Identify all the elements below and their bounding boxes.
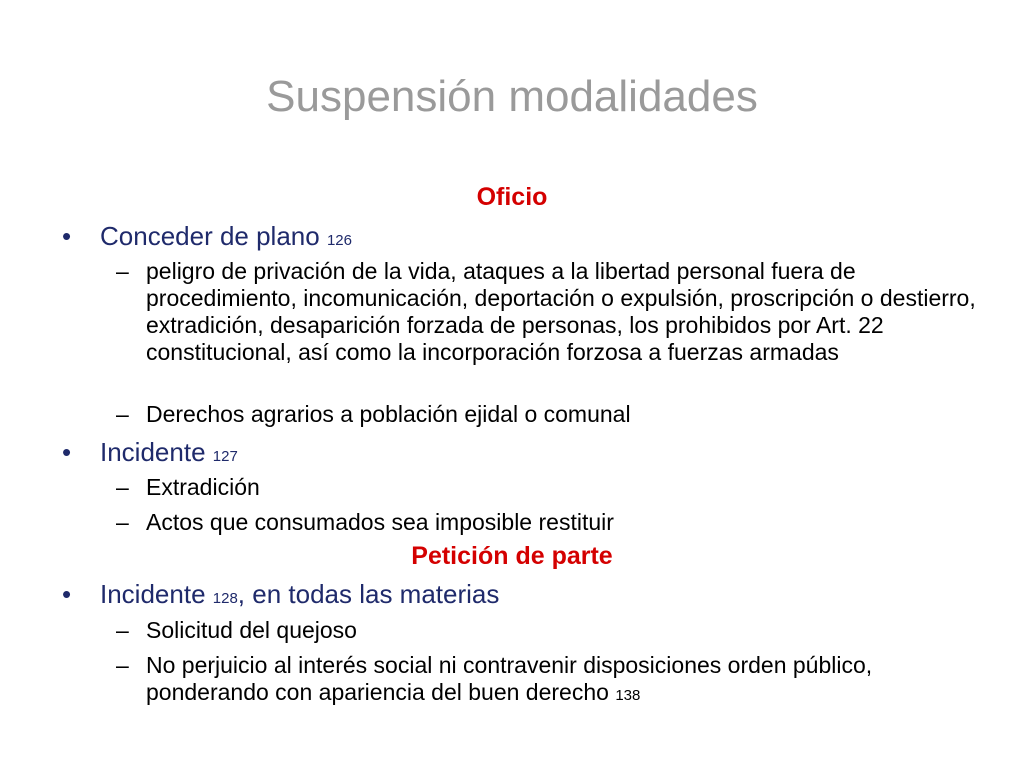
sub-text: Extradición bbox=[146, 474, 260, 500]
bullet-marker: • bbox=[62, 437, 72, 467]
bullet-text: Conceder de plano bbox=[100, 221, 320, 251]
slide-title: Suspensión modalidades bbox=[266, 72, 758, 121]
bullet-text: Incidente bbox=[100, 437, 206, 467]
dash-marker: – bbox=[116, 401, 129, 427]
bullet-marker: • bbox=[62, 221, 72, 251]
section-heading-peticion-de-parte: Petición de parte bbox=[411, 542, 613, 570]
dash-marker: – bbox=[116, 258, 129, 284]
bullet-marker: • bbox=[62, 579, 72, 609]
sub-item-no-perjuicio bbox=[116, 652, 996, 709]
article-ref: 126 bbox=[326, 232, 352, 249]
bullet-incidente-127 bbox=[62, 437, 1000, 472]
sub-text: Solicitud del quejoso bbox=[146, 617, 357, 643]
sub-text: Derechos agrarios a población ejidal o comunal bbox=[146, 401, 631, 427]
sub-text: Actos que consumados sea imposible restituir bbox=[146, 509, 614, 535]
sub-item-extradicion bbox=[116, 474, 996, 501]
bullet-conceder-de-plano bbox=[62, 221, 1000, 256]
sub-text: No perjuicio al interés social ni contravenir disposiciones orden público, ponderando con apariencia del buen derecho bbox=[146, 652, 873, 705]
bullet-suffix: , en todas las materias bbox=[237, 579, 500, 609]
article-ref: 138 bbox=[615, 687, 641, 704]
bullet-incidente-128 bbox=[62, 579, 1000, 614]
sub-text: peligro de privación de la vida, ataques a la libertad personal fuera de procedimiento, incomunicación, deportación o expulsión, proscripción o destierro, extradición, desaparición forzada de personas, los prohibidos por Art. 22 constitucional, así como la incorporación forzosa a fuerzas armadas bbox=[146, 258, 976, 365]
dash-marker: – bbox=[116, 652, 129, 678]
sub-item-actos-consumados bbox=[116, 509, 996, 536]
bullet-text: Incidente bbox=[100, 579, 206, 609]
article-ref: 128 bbox=[212, 590, 238, 607]
sub-item-derechos-agrarios bbox=[116, 401, 996, 428]
article-ref: 127 bbox=[212, 448, 238, 465]
dash-marker: – bbox=[116, 617, 129, 643]
section-heading-oficio: Oficio bbox=[476, 183, 548, 211]
dash-marker: – bbox=[116, 474, 129, 500]
sub-item-solicitud-quejoso bbox=[116, 617, 996, 644]
dash-marker: – bbox=[116, 509, 129, 535]
sub-item-peligro bbox=[116, 258, 996, 366]
